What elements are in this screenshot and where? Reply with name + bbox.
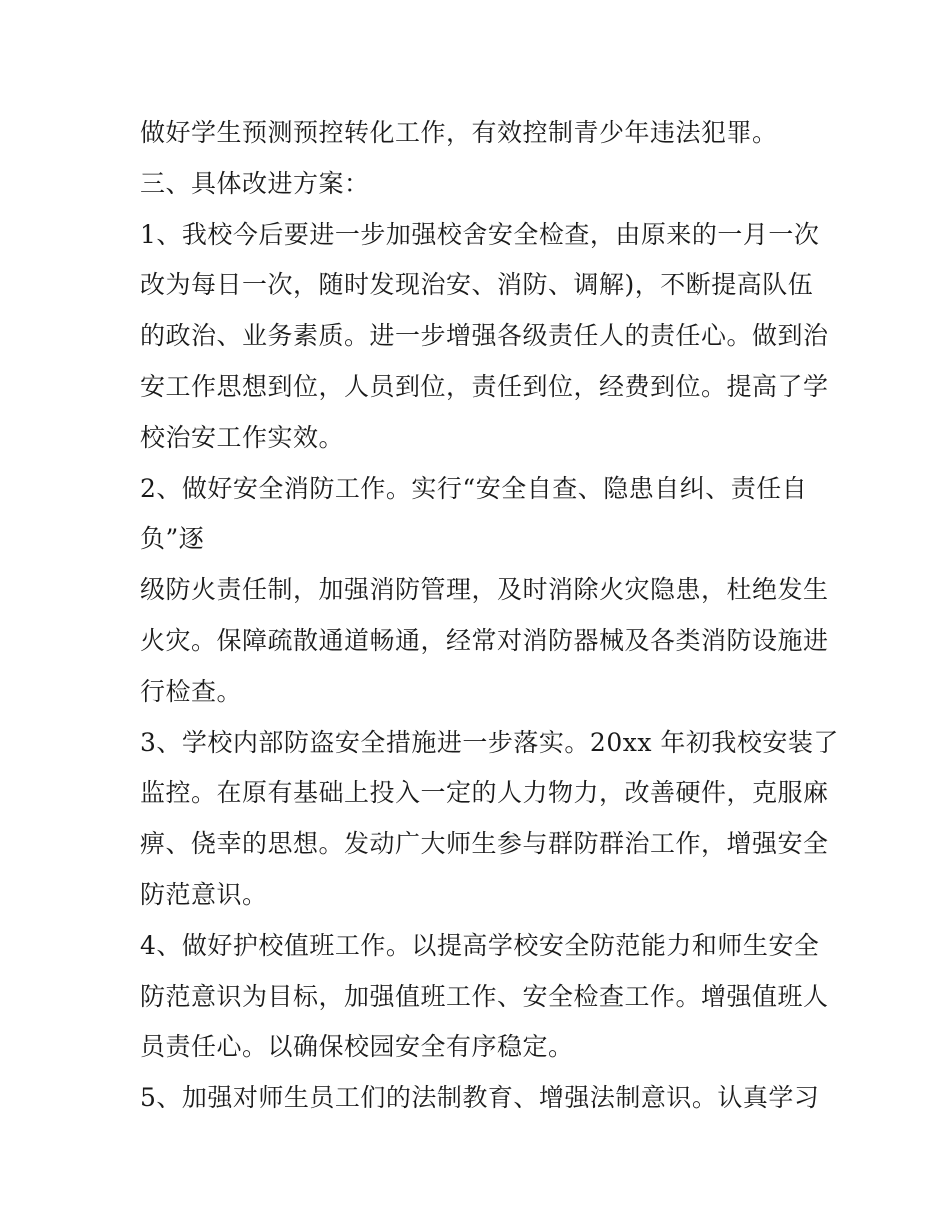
text-line: 校治安工作实效。: [140, 422, 345, 452]
text-line: 员责任心。以确保校园安全有序稳定。: [140, 1032, 574, 1062]
text-line: 监控。在原有基础上投入一定的人力物力，改善硬件，克服麻: [140, 778, 829, 808]
text-line: 2、做好安全消防工作。实行“安全自查、隐患自纠、责任自: [140, 473, 808, 503]
text-line: 1、我校今后要进一步加强校舍安全检查，由原来的一月一次: [140, 219, 820, 249]
text-line: 防范意识为目标，加强值班工作、安全检查工作。增强值班人: [140, 981, 829, 1011]
text-line: 行检查。: [140, 676, 243, 706]
text-line: 改为每日一次，随时发现治安、消防、调解)，不断提高队伍: [140, 270, 814, 300]
text-line: 防范意识。: [140, 879, 268, 909]
text-line: 火灾。保障疏散通道畅通，经常对消防器械及各类消防设施进: [140, 625, 829, 655]
text-line: 负”逐: [140, 524, 205, 554]
text-line: 5、加强对师生员工们的法制教育、增强法制意识。认真学习: [140, 1083, 820, 1113]
text-line: 做好学生预测预控转化工作，有效控制青少年违法犯罪。: [140, 118, 778, 147]
text-line: 安工作思想到位，人员到位，责任到位，经费到位。提高了学: [140, 371, 829, 401]
section-heading: 三、具体改进方案：: [140, 168, 370, 198]
text-line: 3、学校内部防盗安全措施进一步落实。20xx 年初我校安装了: [140, 727, 839, 757]
text-line: 的政治、业务素质。进一步增强各级责任人的责任心。做到治: [140, 321, 829, 351]
document-body: [140, 108, 839, 1124]
text-line: 级防火责任制，加强消防管理，及时消除火灾隐患，杜绝发生: [140, 575, 829, 605]
text-line: 痹、侥幸的思想。发动广大师生参与群防群治工作，增强安全: [140, 829, 829, 859]
text-line: 4、做好护校值班工作。以提高学校安全防范能力和师生安全: [140, 930, 820, 960]
